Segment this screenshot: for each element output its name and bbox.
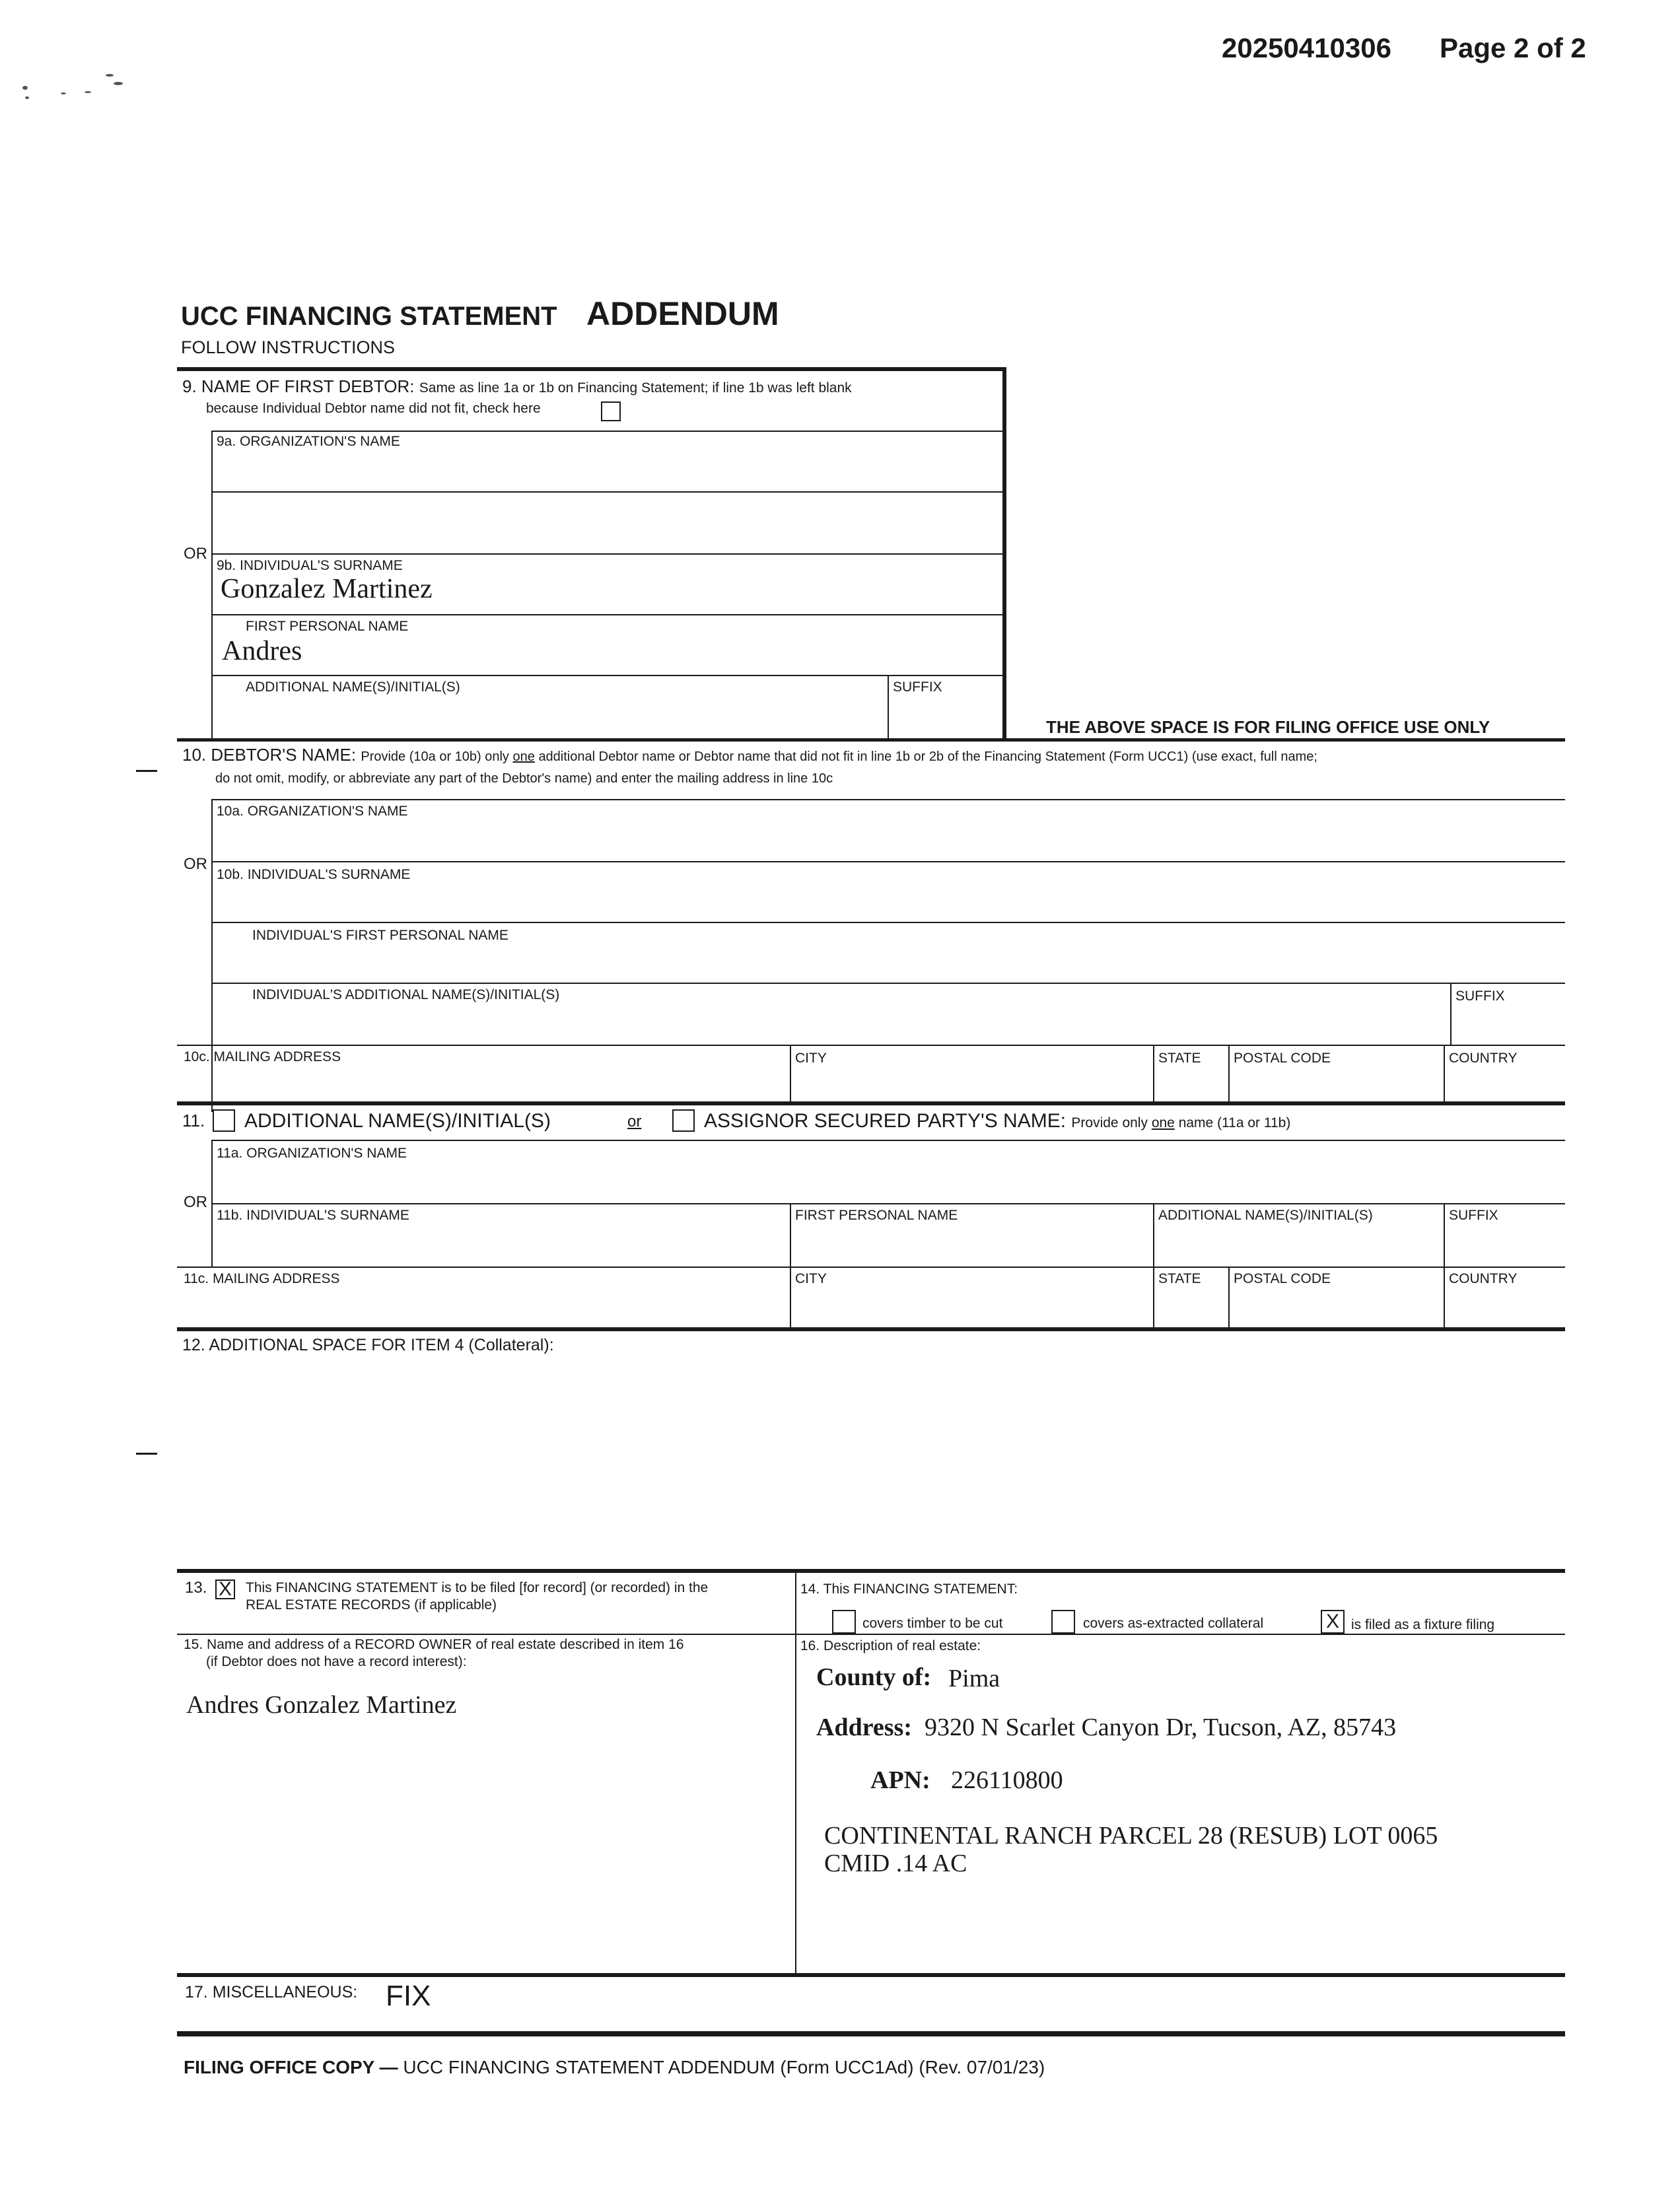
item15-top-line <box>177 1634 1565 1635</box>
filing-number: 20250410306 <box>1222 32 1391 63</box>
item10-first-top-line <box>211 922 1565 923</box>
item11c-label: 11c. MAILING ADDRESS <box>184 1271 340 1286</box>
item10c-country-label: COUNTRY <box>1449 1051 1518 1066</box>
item11-or: OR <box>184 1193 207 1211</box>
item9-heading <box>182 376 852 398</box>
item11-or-word: or <box>627 1113 642 1130</box>
item10c-country-field[interactable] <box>1445 1066 1564 1100</box>
item9a-top-line <box>211 431 1002 432</box>
item10b-top-line <box>211 861 1565 862</box>
item11-additional-name-label: ADDITIONAL NAME(S)/INITIAL(S) <box>1158 1208 1373 1223</box>
item9-additional-top-line <box>211 675 1002 676</box>
item10-or: OR <box>184 855 207 873</box>
item10-suffix-field[interactable] <box>1452 1002 1564 1043</box>
item16-legal-line2[interactable]: CMID .14 AC <box>824 1850 967 1877</box>
item11-first-label: FIRST PERSONAL NAME <box>795 1208 958 1223</box>
item11-provide-note <box>1071 1115 1290 1130</box>
scan-speck <box>25 96 29 99</box>
item9a-label: 9a. ORGANIZATION'S NAME <box>217 434 400 449</box>
item12-collateral-field[interactable] <box>178 1358 1564 1568</box>
item10-first-field[interactable] <box>213 943 1564 981</box>
item10-additional-field[interactable] <box>213 1002 1449 1043</box>
item11-provide-a: Provide only <box>1071 1115 1148 1130</box>
item10c-city-field[interactable] <box>791 1066 1152 1100</box>
item11-top-border <box>177 1101 1565 1105</box>
item11b-top-line <box>211 1203 1565 1204</box>
item11c-state-field[interactable] <box>1154 1286 1227 1326</box>
item11-suffix-label: SUFFIX <box>1449 1208 1498 1223</box>
follow-instructions: FOLLOW INSTRUCTIONS <box>181 337 396 357</box>
form-footer-text <box>184 2057 1045 2077</box>
items13-16-center-divider <box>795 1572 796 1974</box>
item13-text-line1: This FINANCING STATEMENT is to be filed [for record] (or recorded) in the <box>246 1580 709 1595</box>
item17-top-border <box>177 1973 1565 1977</box>
item11-assignor-label: ASSIGNOR SECURED PARTY'S NAME: <box>704 1110 1067 1132</box>
item11b-first-field[interactable] <box>791 1223 1152 1264</box>
item10-heading-text <box>361 749 1317 764</box>
item16-county-value[interactable]: Pima <box>948 1665 1000 1692</box>
item10-additional-top-line <box>211 983 1565 984</box>
item9-suffix-field[interactable] <box>889 695 1001 737</box>
item16-address-label: Address: <box>816 1714 912 1741</box>
item11-additional-checkbox[interactable] <box>213 1109 235 1132</box>
item11c-country-field[interactable] <box>1445 1286 1564 1326</box>
item9-right-border <box>1002 367 1006 741</box>
item15-label-line2: (if Debtor does not have a record interest): <box>206 1654 467 1669</box>
scan-speck <box>85 91 91 93</box>
item11c-city-label: CITY <box>795 1271 827 1286</box>
item11-assignor-checkbox[interactable] <box>672 1109 695 1132</box>
item10c-label: 10c. MAILING ADDRESS <box>184 1049 341 1064</box>
item17-bottom-border <box>177 2031 1565 2036</box>
item10c-state-field[interactable] <box>1154 1066 1227 1100</box>
item10c-address-field[interactable] <box>178 1066 788 1100</box>
scan-mark <box>136 1453 157 1455</box>
item9-heading-line2: because Individual Debtor name did not fit, check here <box>206 401 541 416</box>
item10-additional-label: INDIVIDUAL'S ADDITIONAL NAME(S)/INITIAL(S) <box>252 987 560 1002</box>
item10-top-border <box>177 738 1565 742</box>
item14-timber-checkbox[interactable] <box>832 1610 856 1634</box>
item16-address-value[interactable]: 9320 N Scarlet Canyon Dr, Tucson, AZ, 85743 <box>925 1714 1397 1741</box>
item9-additional-label: ADDITIONAL NAME(S)/INITIAL(S) <box>246 679 460 695</box>
item15-label-line1: 15. Name and address of a RECORD OWNER of real estate described in item 16 <box>184 1637 684 1652</box>
item14-fixture-label: is filed as a fixture filing <box>1351 1617 1495 1632</box>
item9-additional-field[interactable] <box>213 695 886 737</box>
item11a-top-line <box>211 1140 1565 1141</box>
item10-heading-text-b: additional Debtor name or Debtor name that did not fit in line 1b or 2b of the Financing Statement (Form UCC1) (use exact, full name; <box>538 749 1317 764</box>
item10-first-label: INDIVIDUAL'S FIRST PERSONAL NAME <box>252 928 508 943</box>
item10c-postal-label: POSTAL CODE <box>1234 1051 1331 1066</box>
item11b-suffix-field[interactable] <box>1445 1223 1564 1264</box>
item10c-state-label: STATE <box>1158 1051 1201 1066</box>
item16-label: 16. Description of real estate: <box>800 1638 981 1653</box>
scan-speck <box>114 82 123 85</box>
item11b-surname-field[interactable] <box>213 1223 788 1264</box>
item16-legal-line1[interactable]: CONTINENTAL RANCH PARCEL 28 (RESUB) LOT 0065 <box>824 1822 1438 1850</box>
item14-extracted-checkbox[interactable] <box>1051 1610 1075 1634</box>
item13-real-estate-checkbox[interactable]: X <box>215 1580 235 1599</box>
item11c-country-label: COUNTRY <box>1449 1271 1518 1286</box>
item9-first-label: FIRST PERSONAL NAME <box>246 619 409 634</box>
item13-top-border <box>177 1569 1565 1573</box>
form-footer-rest: UCC FINANCING STATEMENT ADDENDUM (Form UCC1Ad) (Rev. 07/01/23) <box>398 2057 1045 2077</box>
item15-record-owner-value[interactable]: Andres Gonzalez Martinez <box>186 1691 457 1719</box>
item10b-field[interactable] <box>213 882 1564 920</box>
item14-label: 14. This FINANCING STATEMENT: <box>800 1581 1018 1597</box>
item11-assignor-heading <box>704 1111 1290 1134</box>
item9-heading-text: Same as line 1a or 1b on Financing Statement; if line 1b was left blank <box>419 380 852 396</box>
item11-additional-label: ADDITIONAL NAME(S)/INITIAL(S) <box>244 1110 551 1132</box>
item11b-additional-field[interactable] <box>1154 1223 1442 1264</box>
item11c-top-line <box>177 1267 1565 1268</box>
item14-extracted-label: covers as-extracted collateral <box>1083 1616 1264 1631</box>
item10b-label: 10b. INDIVIDUAL'S SURNAME <box>217 867 411 882</box>
item11a-field[interactable] <box>213 1161 1564 1202</box>
item17-value[interactable]: FIX <box>386 1980 431 2012</box>
scan-mark <box>136 770 157 772</box>
item9-first-value[interactable]: Andres <box>222 636 302 666</box>
item13-text-line2: REAL ESTATE RECORDS (if applicable) <box>246 1597 497 1613</box>
page-indicator: Page 2 of 2 <box>1440 32 1586 63</box>
item16-apn-value[interactable]: 226110800 <box>951 1766 1063 1794</box>
item14-fixture-checkbox[interactable]: X <box>1321 1610 1345 1634</box>
form-title-suffix: ADDENDUM <box>586 295 779 332</box>
item12-top-border <box>177 1327 1565 1331</box>
item16-county-label: County of: <box>816 1663 932 1691</box>
item14-timber-label: covers timber to be cut <box>862 1616 1003 1631</box>
item17-label: 17. MISCELLANEOUS: <box>185 1983 358 2001</box>
item11-provide-b: name (11a or 11b) <box>1178 1115 1291 1130</box>
item10a-field[interactable] <box>213 819 1564 860</box>
item9-or: OR <box>184 545 207 563</box>
item9b-top-line <box>211 553 1002 555</box>
item11-num: 11. <box>182 1111 205 1130</box>
item9b-label: 9b. INDIVIDUAL'S SURNAME <box>217 558 403 573</box>
item10-heading <box>182 745 1317 767</box>
item10c-city-label: CITY <box>795 1051 827 1066</box>
filing-office-note: THE ABOVE SPACE IS FOR FILING OFFICE USE ONLY <box>1046 717 1490 737</box>
scan-speck <box>106 74 114 77</box>
item11c-city-field[interactable] <box>791 1286 1152 1326</box>
item9-check-here-checkbox[interactable] <box>601 401 621 421</box>
item11c-postal-field[interactable] <box>1230 1286 1442 1326</box>
item10a-label: 10a. ORGANIZATION'S NAME <box>217 804 408 819</box>
item9a-field[interactable] <box>213 449 1001 490</box>
item11a-label: 11a. ORGANIZATION'S NAME <box>217 1146 407 1161</box>
item10c-top-line <box>177 1045 1565 1046</box>
scan-speck <box>22 86 28 90</box>
item11-provide-one: one <box>1151 1115 1175 1130</box>
item9a-bottom-line <box>211 491 1002 493</box>
item11c-address-field[interactable] <box>178 1286 788 1326</box>
item9-top-border <box>177 367 1006 371</box>
item13-num: 13. <box>185 1579 207 1597</box>
item12-label: 12. ADDITIONAL SPACE FOR ITEM 4 (Collateral): <box>182 1336 554 1354</box>
item10c-postal-field[interactable] <box>1230 1066 1442 1100</box>
item11b-label: 11b. INDIVIDUAL'S SURNAME <box>217 1208 409 1223</box>
item9-suffix-label: SUFFIX <box>893 679 942 695</box>
item9-first-top-line <box>211 614 1002 615</box>
item10-heading-num: 10. DEBTOR'S NAME: <box>182 745 357 765</box>
scan-speck <box>61 92 66 94</box>
form-title-prefix: UCC FINANCING STATEMENT <box>181 302 557 331</box>
item10a-top-line <box>211 799 1565 800</box>
item9-heading-num: 9. NAME OF FIRST DEBTOR: <box>182 376 415 396</box>
item11c-postal-label: POSTAL CODE <box>1234 1271 1331 1286</box>
item9b-surname-value[interactable]: Gonzalez Martinez <box>221 574 433 604</box>
form-footer-lead: FILING OFFICE COPY — <box>184 2057 398 2077</box>
item10-suffix-label: SUFFIX <box>1455 989 1505 1004</box>
item10-heading-text-a: Provide (10a or 10b) only <box>361 749 509 764</box>
form-footer <box>184 2056 1045 2079</box>
item11c-state-label: STATE <box>1158 1271 1201 1286</box>
item10-heading-one: one <box>512 749 535 764</box>
item10-heading-line2: do not omit, modify, or abbreviate any part of the Debtor's name) and enter the mailing address in line 10c <box>215 771 833 786</box>
item16-apn-label: APN: <box>870 1766 930 1794</box>
